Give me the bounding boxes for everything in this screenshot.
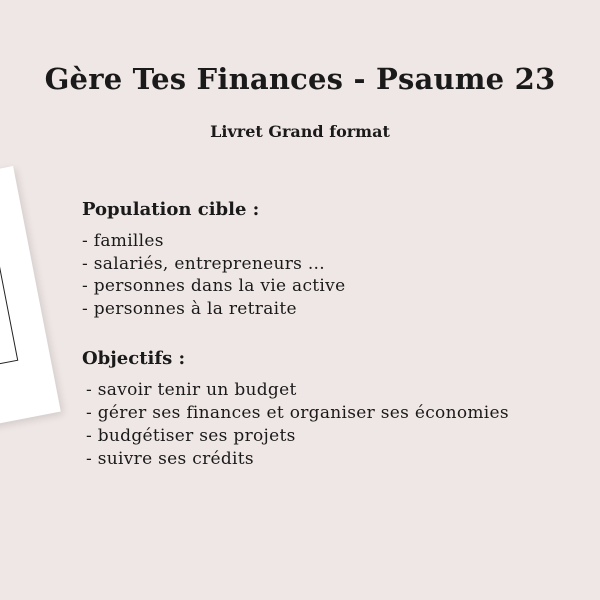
population-item: - personnes à la retraite [82, 298, 297, 319]
decorative-paper-sheet [0, 166, 61, 434]
objectifs-item: - suivre ses crédits [86, 449, 254, 469]
paper-frame-border [0, 211, 18, 375]
objectifs-heading: Objectifs : [82, 348, 186, 369]
page-title: Gère Tes Finances - Psaume 23 [44, 62, 556, 96]
population-heading: Population cible : [82, 199, 260, 220]
population-list [82, 230, 345, 320]
objectifs-item: - gérer ses finances et organiser ses économies [86, 403, 509, 423]
population-item: - personnes dans la vie active [82, 276, 346, 296]
population-item: - salariés, entrepreneurs ... [82, 253, 325, 274]
page-subtitle: Livret Grand format [210, 122, 390, 141]
population-item: - familles [82, 231, 164, 251]
objectifs-section [82, 348, 509, 471]
objectifs-item: - budgétiser ses projets [86, 426, 296, 446]
objectifs-item: - savoir tenir un budget [86, 380, 297, 400]
population-section [82, 199, 345, 320]
objectifs-list [82, 379, 509, 471]
